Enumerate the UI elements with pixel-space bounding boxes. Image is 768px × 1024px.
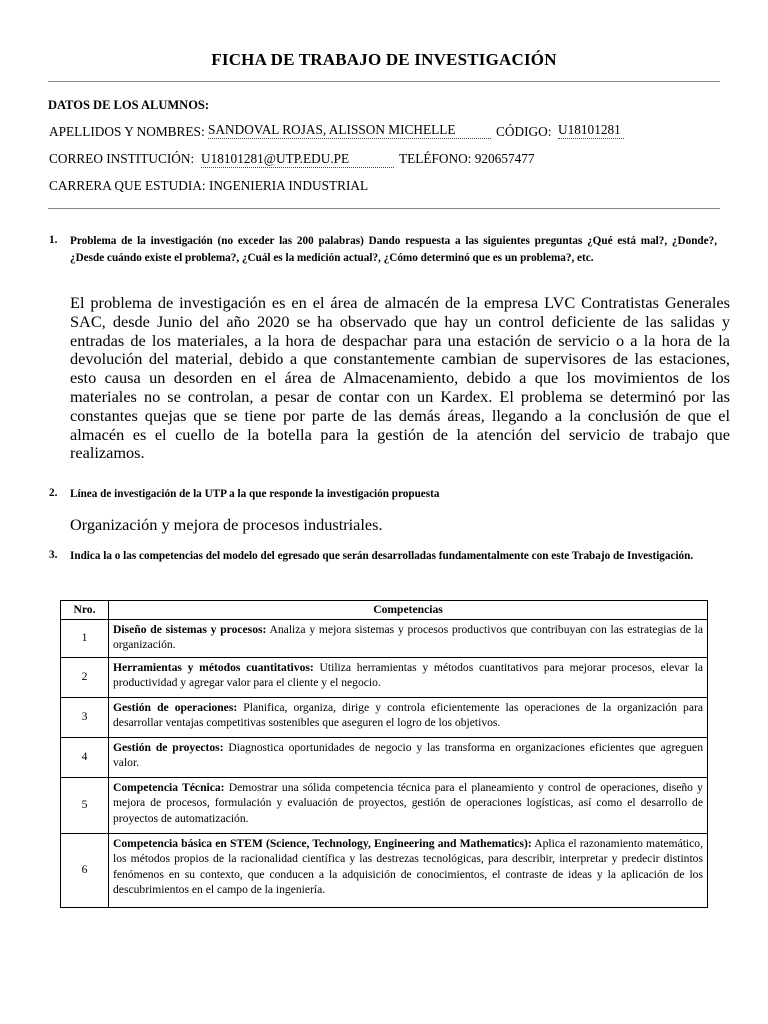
career-value: INGENIERIA INDUSTRIAL xyxy=(208,178,369,193)
code-value: U18101281 xyxy=(558,122,624,139)
question-1-number: 1. xyxy=(49,234,58,246)
competency-desc: Diagnostica oportunidades de negocio y las transforma en organizaciones eficientes que agreguen valor. xyxy=(113,740,703,769)
question-2-number: 2. xyxy=(49,487,58,499)
row-number: 3 xyxy=(61,697,109,737)
competency-cell xyxy=(109,737,708,777)
career-field xyxy=(49,178,368,194)
code-label: CÓDIGO: xyxy=(496,124,552,139)
table-header-row xyxy=(61,601,708,620)
row-number: 4 xyxy=(61,737,109,777)
table-row xyxy=(61,833,708,907)
names-value: SANDOVAL ROJAS, ALISSON MICHELLE xyxy=(208,122,491,139)
phone-field xyxy=(399,151,535,167)
phone-label: TELÉFONO: xyxy=(399,151,472,166)
row-number: 5 xyxy=(61,777,109,833)
competency-desc: Aplica el razonamiento matemático, los métodos propios de la racionalidad científica y las destrezas tecnológicas, para describir, interpretar y predecir distintos fenómenos en su contexto, que conducen a la adquisición de conocimientos, el contraste de ideas y la aplicación de los descubrimientos en el campo de la ingeniería. xyxy=(113,836,703,896)
competency-name: Competencia Técnica: xyxy=(113,780,225,794)
page-title: FICHA DE TRABAJO DE INVESTIGACIÓN xyxy=(211,50,557,69)
table-row xyxy=(61,619,708,657)
email-value: U18101281@UTP.EDU.PE xyxy=(201,151,394,168)
competency-cell xyxy=(109,619,708,657)
question-1-text: Problema de la investigación (no exceder las 200 palabras) Dando respuesta a las siguientes preguntas ¿Qué está mal?, ¿Donde?, ¿Desde cuándo existe el problema?, ¿Cuál es la medición actual?, ¿Cómo determinó que es un problema?, etc. xyxy=(70,235,717,264)
competency-name: Competencia básica en STEM (Science, Technology, Engineering and Mathematics): xyxy=(113,836,532,850)
question-3-text: Indica la o las competencias del modelo del egresado que serán desarrolladas fundamentalmente con este Trabajo de Investigación. xyxy=(70,550,694,562)
competency-name: Gestión de proyectos: xyxy=(113,740,224,754)
phone-value: 920657477 xyxy=(474,151,535,166)
row-number: 2 xyxy=(61,657,109,697)
title-rule xyxy=(48,81,720,82)
competency-desc: Utiliza herramientas y métodos cuantitativos para mejorar procesos, elevar la productividad y agregar valor para el cliente y el negocio. xyxy=(113,660,704,689)
competency-cell xyxy=(109,777,708,833)
students-rule xyxy=(48,208,720,209)
table-row xyxy=(61,777,708,833)
question-1-answer: El problema de investigación es en el área de almacén de la empresa LVC Contratistas Generales SAC, desde Junio del año 2020 se ha observado que hay un control deficiente de las salidas y entradas de los materiales, a la hora de despachar para una estación de servicio o a la hora de la devolución del material, debido a que constantemente cambian de supervisores de las estaciones, esto causa un desorden en el área de Almacenamiento, debido a que los movimientos de los materiales no se controlan, a pesar de contar con un Kardex. El problema se determinó por las constantes quejas que se tiene por parte de las demás áreas, llegando a la conclusión de que el almacén es el cuello de la botella para la gestión de la atención del servicio de trabajo que realizamos. xyxy=(70,293,730,463)
table-row xyxy=(61,697,708,737)
competency-name: Diseño de sistemas y procesos: xyxy=(113,622,267,636)
competency-cell xyxy=(109,657,708,697)
competency-desc: Demostrar una sólida competencia técnica para el planeamiento y control de operaciones, diseño y mejora de procesos, formulación y evaluación de proyectos, gestión de operaciones logísticas, así como el desarrollo de proyectos de automatización. xyxy=(113,780,703,825)
competency-desc: Analiza y mejora sistemas y procesos productivos que contribuyan con las estrategias de la organización. xyxy=(113,622,703,651)
question-3-number: 3. xyxy=(49,549,58,561)
header-nro: Nro. xyxy=(61,601,109,620)
table-row xyxy=(61,657,708,697)
header-competencias: Competencias xyxy=(109,601,708,620)
competency-cell xyxy=(109,833,708,907)
competencies-table xyxy=(60,600,708,908)
competency-name: Gestión de operaciones: xyxy=(113,700,238,714)
competency-name: Herramientas y métodos cuantitativos: xyxy=(113,660,314,674)
email-label: CORREO INSTITUCIÓN: xyxy=(49,151,195,166)
career-label: CARRERA QUE ESTUDIA: xyxy=(49,178,206,193)
row-number: 1 xyxy=(61,619,109,657)
question-2-text: Línea de investigación de la UTP a la que responde la investigación propuesta xyxy=(70,488,440,500)
table-row xyxy=(61,737,708,777)
students-heading: DATOS DE LOS ALUMNOS: xyxy=(48,98,210,112)
row-number: 6 xyxy=(61,833,109,907)
question-2-answer: Organización y mejora de procesos industriales. xyxy=(70,515,383,534)
competency-desc: Planifica, organiza, dirige y controla eficientemente las operaciones de la organización para desarrollar ventajas competitivas sostenibles que aseguren el logro de los objetivos. xyxy=(113,700,703,729)
names-label: APELLIDOS Y NOMBRES: xyxy=(49,124,205,139)
competency-cell xyxy=(109,697,708,737)
